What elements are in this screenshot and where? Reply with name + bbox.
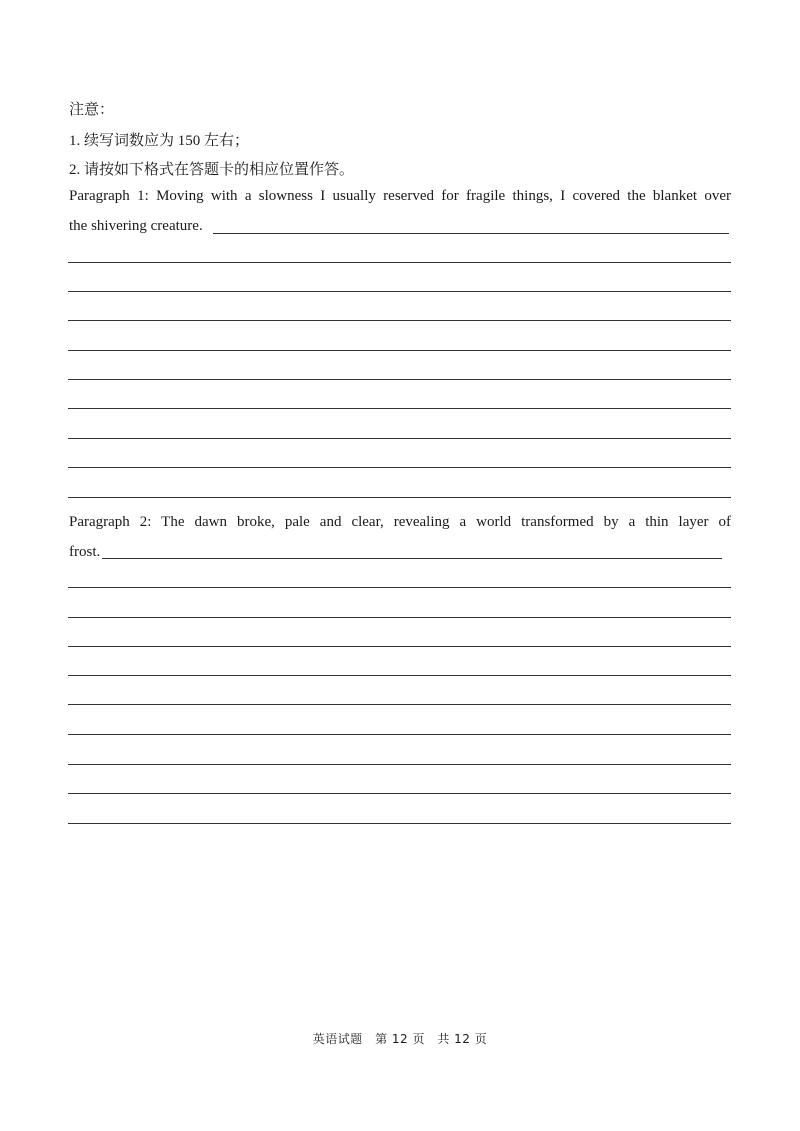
footer-page-number: 第 12 页 [375,1032,425,1046]
writing-line[interactable] [68,291,731,292]
writing-line[interactable] [68,823,731,824]
paragraph-1-inline-blank[interactable] [213,233,729,234]
writing-line[interactable] [68,262,731,263]
writing-line[interactable] [68,646,731,647]
writing-line[interactable] [68,704,731,705]
writing-line[interactable] [68,438,731,439]
writing-line[interactable] [68,497,731,498]
writing-line[interactable] [68,467,731,468]
writing-line[interactable] [68,350,731,351]
writing-line[interactable] [68,764,731,765]
paragraph-2-prompt-line-1: Paragraph 2: The dawn broke, pale and clear, revealing a world transformed by a thin layer of [69,514,731,530]
writing-line[interactable] [68,408,731,409]
footer-total-pages: 共 12 页 [437,1032,488,1046]
writing-line[interactable] [68,675,731,676]
writing-line[interactable] [68,793,731,794]
writing-line[interactable] [68,587,731,588]
page-footer [0,1031,800,1047]
footer-subject: 英语试题 [312,1032,363,1046]
writing-line[interactable] [68,617,731,618]
writing-line[interactable] [68,320,731,321]
writing-line[interactable] [68,734,731,735]
paragraph-2-prompt-line-2: frost. [69,544,101,560]
notes-heading: 注意： [69,102,115,118]
writing-line[interactable] [68,379,731,380]
note-item-1: 1. 续写词数应为 150 左右； [69,133,250,149]
paragraph-1-prompt-line-1: Paragraph 1: Moving with a slowness I usually reserved for fragile things, I covered the blanket over [69,188,731,204]
note-item-2: 2. 请按如下格式在答题卡的相应位置作答。 [69,162,355,178]
paragraph-2-inline-blank[interactable] [102,558,722,559]
paragraph-1-prompt-line-2: the shivering creature. [69,218,203,234]
